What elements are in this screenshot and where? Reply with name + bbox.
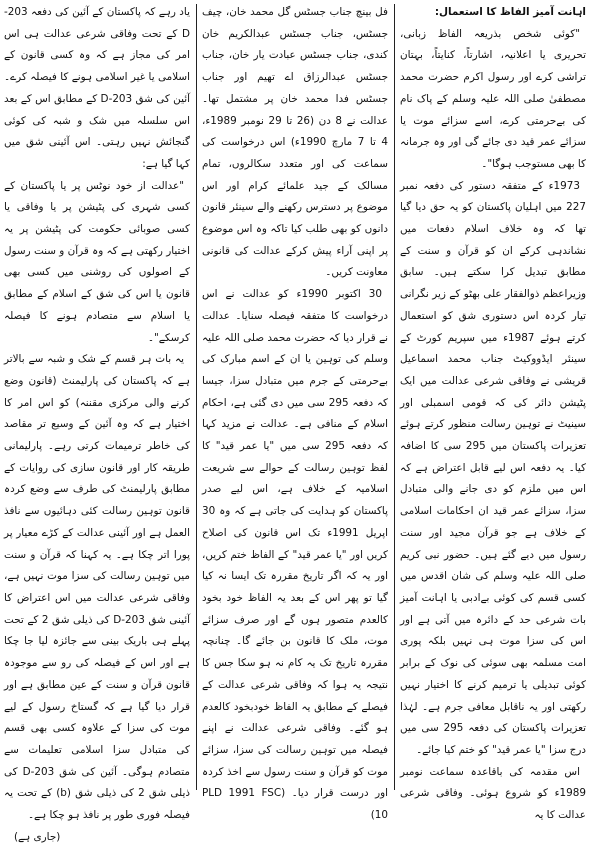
- paragraph: 1973ء کے متفقہ دستور کی دفعہ نمبر 227 میں اہلیان پاکستان کو یہ حق دیا گیا تھا کہ وہ خلاف اسلام دفعات میں نشاندہی کرکے ان کو قرآن و سنت کے مطابق تبدیل کرا سکتے ہیں۔ سابق وزیراعظم ذوالفقار علی بھٹو کے زیر نگرانی تیار کردہ اس دستوری شق کو استعمال کرتے ہوئے 1987ء میں سپریم کورٹ کے سینئر ایڈووکیٹ جناب محمد اسماعیل قریشی نے وفاقی شرعی عدالت میں ایک پٹیشن دائر کی کہ قومی اسمبلی اور سینیٹ نے توہین رسالت منظور کرتے ہوئے تعزیرات پاکستان میں 295 سی کا اضافہ کیا۔ یہ دفعہ اس لیے قابل اعتراض ہے کہ اس میں ملزم کو دی جانے والی متبادل سزا، سزائے عمر قید ان احکامات اسلامی کے خلاف ہے جو قرآن مجید اور سنت رسول میں دیے گئے ہیں۔ حضور نبی کریم صلی اللہ علیہ وسلم کی شان اقدس میں کسی قسم کی کوئی بےادبی یا اہانت آمیز بات شرعی حد کے دائرہ میں آتی ہے اور اس کی سزا موت ہی نہیں بلکہ پوری امت مسلمہ بھی سوئی کی نوک کے برابر کوئی تبدیلی یا ترمیم کرنے کا اختیار نہیں رکھتی اور یہ ناقابل معافی جرم ہے۔ لہٰذا تعزیرات پاکستان کی دفعہ 295 سی میں درج سزا "یا عمر قید" کو ختم کیا جائے۔: [400, 179, 586, 756]
- paragraph: "کوئی شخص بذریعہ الفاظ زبانی، تحریری یا اعلانیہ، اشارتاً، کنایتاً، بہتان تراشی کرے اور رسول اکرم حضرت محمد مصطفیٰ صلی اللہ علیہ وسلم کے پاک نام کی بےحرمتی کرے، اسے سزائے موت یا سزائے عمر قید دی جائے گی اور وہ جرمانہ کا بھی مستوجب ہوگا"۔: [400, 27, 586, 170]
- section-heading: اہانت آمیز الفاظ کا استعمال:: [434, 6, 586, 18]
- paragraph: یہ بات ہر قسم کے شک و شبہ سے بالاتر ہے کہ پاکستان کی پارلیمنٹ (قانون وضع کرنے والی مرکزی مقننہ) کو اس امر کا اختیار ہے کہ وہ آئین کے وسیع تر مقاصد کی خاطر ترمیمات کرتی رہے۔ پارلیمانی طریقہ کار اور قانون سازی کی روایات کے مطابق پارلیمنٹ کی طرف سے وضع کردہ قانون توہین رسالت کئی دہائیوں سے نافذ العمل ہے اور آئینی عدالت کے کڑے معیار پر پورا اتر چکا ہے۔ یہ کہنا کہ قرآن و سنت میں توہین رسالت کی سزا موت نہیں ہے، وفاقی شرعی عدالت میں اس اعتراض کا آئینی شق 203-D کی ذیلی شق 2 کے تحت پہلے ہی باریک بینی سے جائزہ لیا جا چکا ہے اور اس کے فیصلہ کی رو سے موجودہ قانون قرآن و سنت کے عین مطابق ہے اور قرار دیا گیا ہے کہ گستاخ رسول کے لیے موت کی سزا کے علاوہ کسی بھی قسم کی متبادل سزا اسلامی تعلیمات سے متصادم ہوگی۔ آئین کی شق 203-D کی ذیلی شق 2 کی ذیلی شق (b) کے تحت یہ فیصلہ فوری طور پر نافذ ہو چکا ہے۔: [4, 353, 190, 822]
- paragraph: یاد رہے کہ پاکستان کے آئین کی دفعہ 203-D کے تحت وفاقی شرعی عدالت ہی اس امر کی مجاز ہے کہ وہ کسی قانون کے اسلامی یا غیر اسلامی ہونے کا فیصلہ کرے۔ آئین کی شق 203-D کے مطابق اس کے بعد اس سلسلہ میں شک و شبہ کی کوئی گنجائش نہیں رہتی۔ اس آئینی شق میں کہا گیا ہے:: [4, 6, 190, 170]
- paragraph: 30 اکتوبر 1990ء کو عدالت نے اس درخواست کا متفقہ فیصلہ سنایا۔ عدالت نے قرار دیا کہ حضرت محمد صلی اللہ علیہ وسلم کی توہین یا ان کے اسم مبارک کی بےحرمتی کے جرم میں متبادل سزا، جیسا کہ دفعہ 295 سی میں دی گئی ہے، احکام اسلام کے منافی ہے۔ عدالت نے مزید کہا کہ دفعہ 295 سی میں "یا عمر قید" کا لفظ توہین رسالت کے حوالے سے شریعت اسلامیہ کے خلاف ہے، اس لیے صدر پاکستان کو ہدایت کی جاتی ہے کہ وہ 30 اپریل 1991ء تک اس قانون کی اصلاح کریں اور "یا عمر قید" کے الفاظ ختم کریں، اور یہ کہ اگر تاریخ مقررہ تک ایسا نہ کیا گیا تو پھر اس کے بعد یہ الفاظ خود بخود کالعدم متصور ہوں گے اور صرف سزائے موت، ملک کا قانون بن جائے گا۔ چنانچہ مقررہ تاریخ تک یہ کام نہ ہو سکا جس کا نتیجہ یہ ہوا کہ وفاقی شرعی عدالت کے فیصلے کے مطابق یہ الفاظ خودبخود کالعدم ہو گئے۔ وفاقی شرعی عدالت نے اپنے فیصلہ میں توہین رسالت کی سزا، سزائے موت کو قرآن و سنت رسول سے اخذ کردہ اور درست قرار دیا۔ (PLD 1991 FSC 10): [202, 288, 388, 822]
- column-middle: [202, 2, 389, 822]
- paragraph: اس مقدمہ کی باقاعدہ سماعت نومبر 1989ء کو شروع ہوئی۔ وفاقی شرعی عدالت کا یہ: [400, 765, 586, 822]
- paragraph: فل بینچ جناب جسٹس گل محمد خان، چیف جسٹس، جناب جسٹس عبدالکریم خان کندی، جناب جسٹس عبادت یار خان، جناب جسٹس عبدالرزاق اے تھیم اور جناب جسٹس فدا محمد خان پر مشتمل تھا۔ عدالت نے 8 دن (26 تا 29 نومبر 1989ء، 4 تا 7 مارچ 1990ء) اس درخواست کی سماعت کی اور متعدد سکالروں، تمام مسالک کے جید علمائے کرام اور اس موضوع پر دسترس رکھنے والے سینئر قانون دانوں کو بھی طلب کیا تاکہ وہ اس موضوع پر اپنی آراء پیش کرکے عدالت کی قانونی معاونت کریں۔: [202, 6, 389, 279]
- continued-marker: (جاری ہے): [14, 830, 61, 843]
- column-divider: [394, 4, 395, 790]
- quoted-paragraph: "عدالت از خود نوٹس پر یا پاکستان کے کسی شہری کی پٹیشن پر یا وفاقی یا کسی صوبائی حکومت کی پٹیشن پر یہ اختیار رکھتی ہے کہ وہ قرآن و سنت رسول کے اصولوں کی روشنی میں کسی بھی قانون یا اس کی شق کے اسلام کے مطابق یا اسلام سے متصادم ہونے کا فیصلہ کرسکے"۔: [4, 179, 190, 344]
- column-divider: [196, 4, 197, 790]
- column-left: [4, 2, 190, 843]
- column-right: [400, 2, 586, 822]
